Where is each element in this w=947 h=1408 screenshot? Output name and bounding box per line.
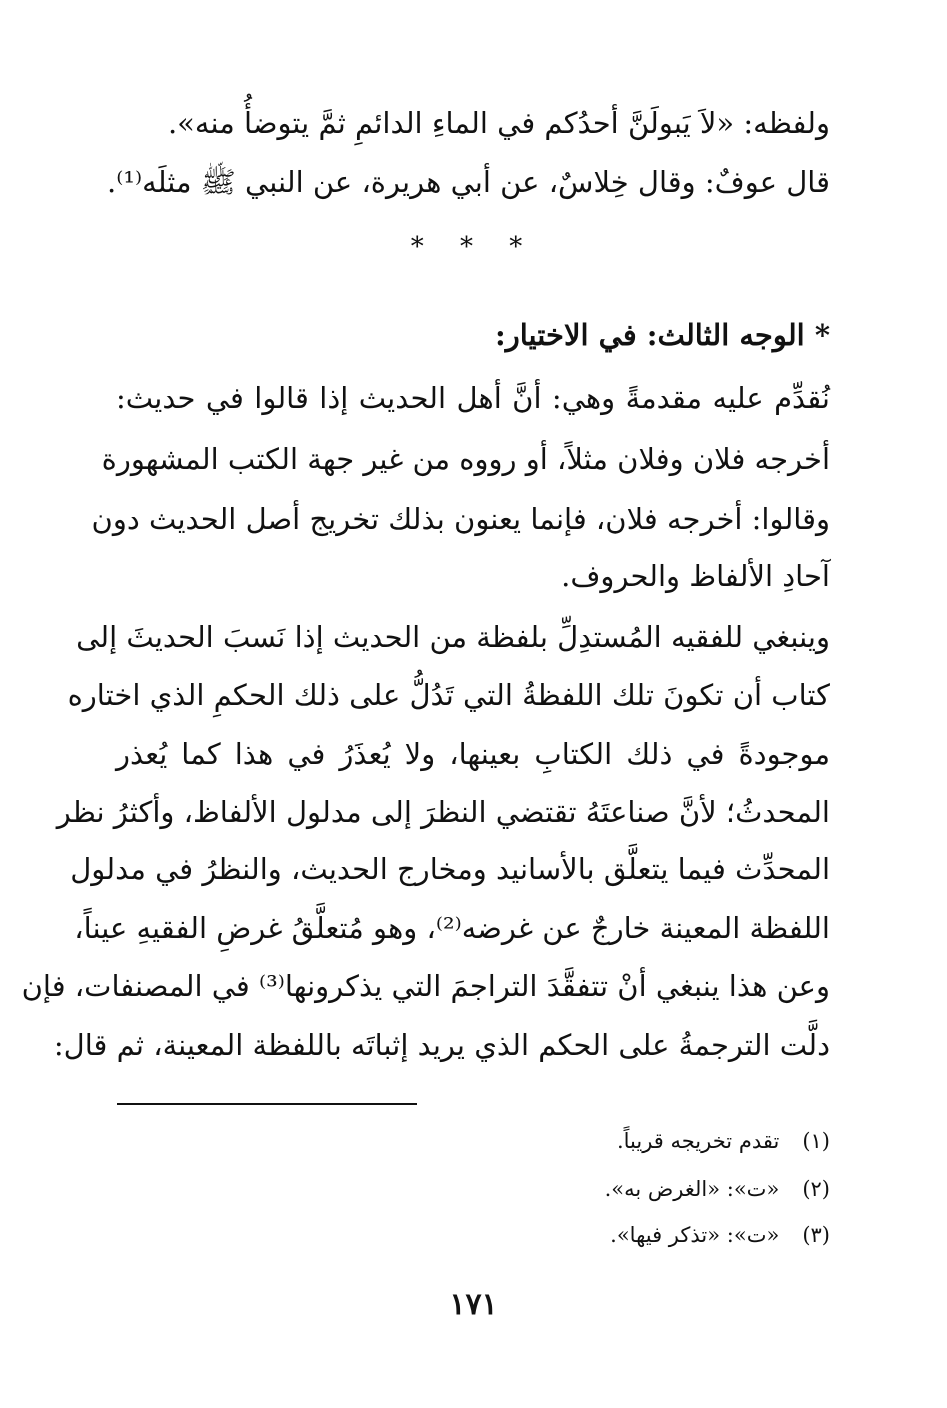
footnote-number: (٢) <box>802 1177 830 1201</box>
footnote <box>116 1174 830 1204</box>
page-number: ١٧١ <box>449 1287 498 1322</box>
paragraph-line: وقالوا: أخرجه فلان، فإنما يعنون بذلك تخريج أصل الحديث دون <box>91 502 830 536</box>
text-line: قال عوفٌ: وقال خِلاسٌ، عن أبي هريرة، عن النبي ﷺ مثلَه⁽¹⁾. <box>107 165 830 199</box>
text-line: ولفظه: «لاَ يَبولَنَّ أحدُكم في الماءِ الدائمِ ثمَّ يتوضأُ منه». <box>167 106 830 140</box>
paragraph-line: موجودةً في ذلك الكتابِ بعينها، ولا يُعذَرُ في هذا كما يُعذر <box>116 737 830 771</box>
paragraph-line: المحدثُ؛ لأنَّ صناعتَهُ تقتضي النظرَ إلى مدلول الألفاظ، وأكثرُ نظر <box>56 795 830 829</box>
section-separator: * * * <box>410 232 537 262</box>
footnote-text: «ت»: «الغرض به». <box>604 1177 780 1201</box>
paragraph-line: كتاب أن تكونَ تلك اللفظةُ التي تَدُلُّ على ذلك الحكمِ الذي اختاره <box>67 678 830 712</box>
paragraph-line: المحدِّث فيما يتعلَّق بالأسانيد ومخارج الحديث، والنظرُ في مدلول <box>70 852 830 886</box>
footnote-divider <box>117 1103 417 1105</box>
footnote-text: تقدم تخريجه قريباً. <box>616 1129 780 1153</box>
footnote <box>116 1220 830 1250</box>
section-heading: * الوجه الثالث: في الاختيار: <box>494 318 830 352</box>
paragraph-line: اللفظة المعينة خارجٌ عن غرضه⁽²⁾، وهو مُتعلَّقُ غرضِ الفقيهِ عيناً، <box>74 911 830 945</box>
footnote-number: (١) <box>802 1129 830 1153</box>
paragraph-line: دلَّت الترجمةُ على الحكم الذي يريد إثباتَه باللفظة المعينة، ثم قال: <box>53 1028 830 1062</box>
paragraph-line: وعن هذا ينبغي أنْ تتفقَّدَ التراجمَ التي يذكرونها⁽³⁾ في المصنفات، فإن <box>21 969 830 1003</box>
paragraph-line: أخرجه فلان وفلان مثلاً، أو رووه من غير جهة الكتب المشهورة <box>101 442 830 476</box>
paragraph-line: آحادِ الألفاظ والحروف. <box>561 559 830 593</box>
footnote-text: «ت»: «تذكر فيها». <box>610 1223 780 1247</box>
footnote-number: (٣) <box>802 1223 830 1247</box>
paragraph-line: نُقدِّم عليه مقدمةً وهي: أنَّ أهل الحديث إذا قالوا في حديث: <box>116 381 830 415</box>
footnote <box>116 1126 830 1156</box>
paragraph-line: وينبغي للفقيه المُستدِلِّ بلفظة من الحديث إذا نَسبَ الحديثَ إلى <box>76 620 830 654</box>
